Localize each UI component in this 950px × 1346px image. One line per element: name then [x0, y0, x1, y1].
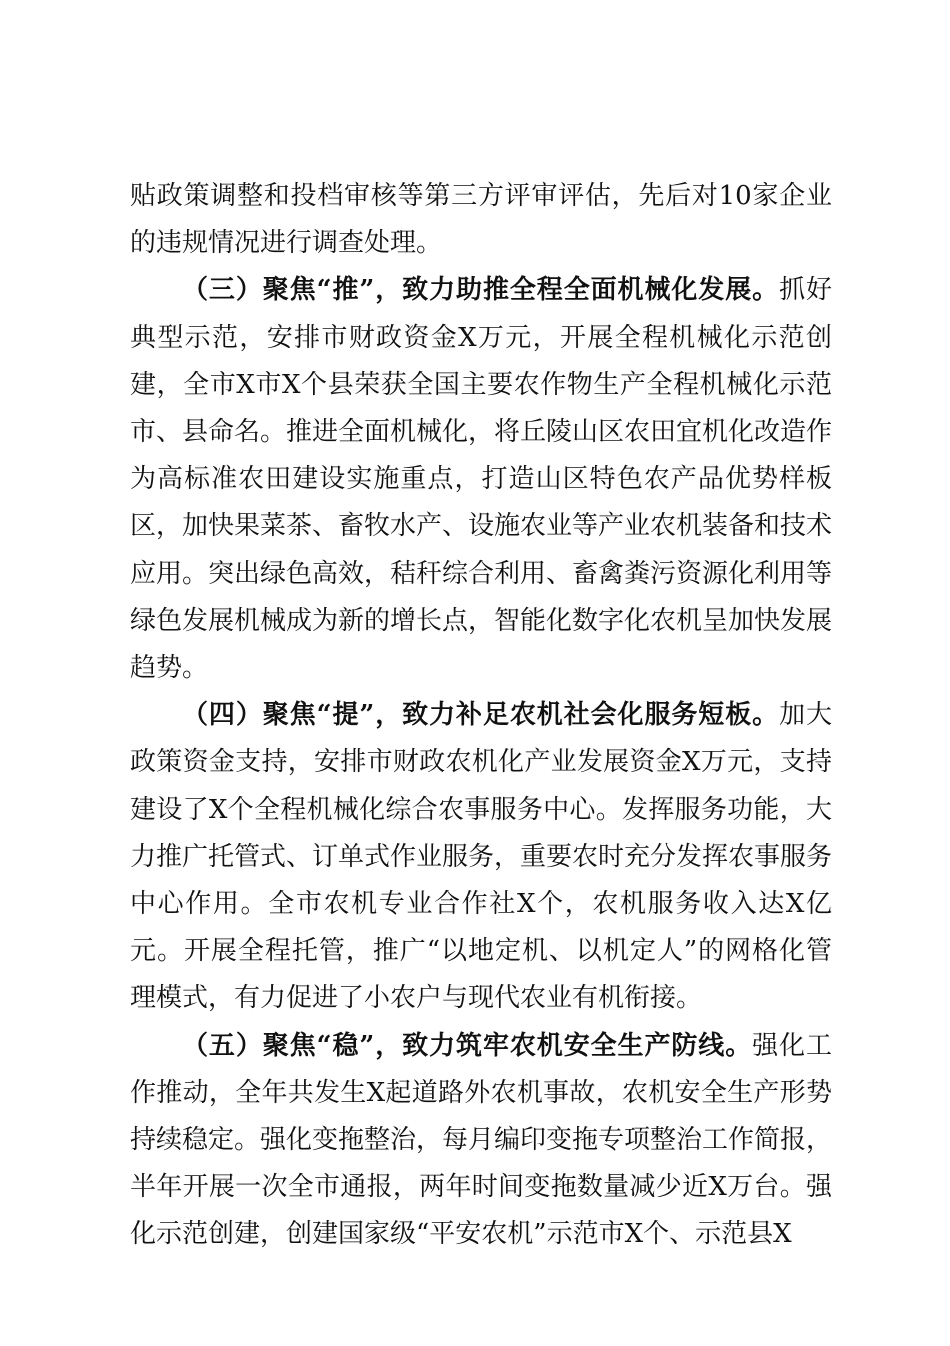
paragraph-social-service — [130, 692, 832, 1022]
section-heading: （四）聚焦“提”，致力补足农机社会化服务短板。 — [182, 700, 780, 731]
paragraph-safety — [130, 1023, 832, 1259]
paragraph-mechanization — [130, 267, 832, 692]
section-heading: （三）聚焦“推”，致力助推全程全面机械化发展。 — [182, 275, 780, 306]
paragraph-text: 抓好典型示范，安排市财政资金X万元，开展全程机械化示范创建，全市X市X个县荣获全国主要农作物生产全程机械化示范市、县命名。推进全面机械化，将丘陵山区农田宜机化改造作为高标准农田建设实施重点，打造山区特色农产品优势样板区，加快果菜茶、畜牧水产、设施农业等产业农机装备和技术应用。突出绿色高效，秸秆综合利用、畜禽粪污资源化利用等绿色发展机械成为新的增长点，智能化数字化农机呈加快发展趋势。 — [130, 275, 833, 684]
paragraph-text: 强化工作推动，全年共发生X起道路外农机事故，农机安全生产形势持续稳定。强化变拖整治，每月编印变拖专项整治工作简报，半年开展一次全市通报，两年时间变拖数量减少近X万台。强化示范创建，创建国家级“平安农机”示范市X个、示范县X — [130, 1030, 833, 1250]
document-body — [130, 173, 832, 1259]
paragraph-text: 加大政策资金支持，安排市财政农机化产业发展资金X万元，支持建设了X个全程机械化综合农事服务中心。发挥服务功能，大力推广托管式、订单式作业服务，重要农时充分发挥农事服务中心作用。全市农机专业合作社X个，农机服务收入达X亿元。开展全程托管，推广“以地定机、以机定人”的网格化管理模式，有力促进了小农户与现代农业有机衔接。 — [130, 700, 833, 1014]
paragraph-continuation — [130, 173, 832, 267]
section-heading: （五）聚焦“稳”，致力筑牢农机安全生产防线。 — [182, 1030, 753, 1061]
paragraph-text: 贴政策调整和投档审核等第三方评审评估，先后对10家企业的违规情况进行调查处理。 — [130, 181, 832, 259]
